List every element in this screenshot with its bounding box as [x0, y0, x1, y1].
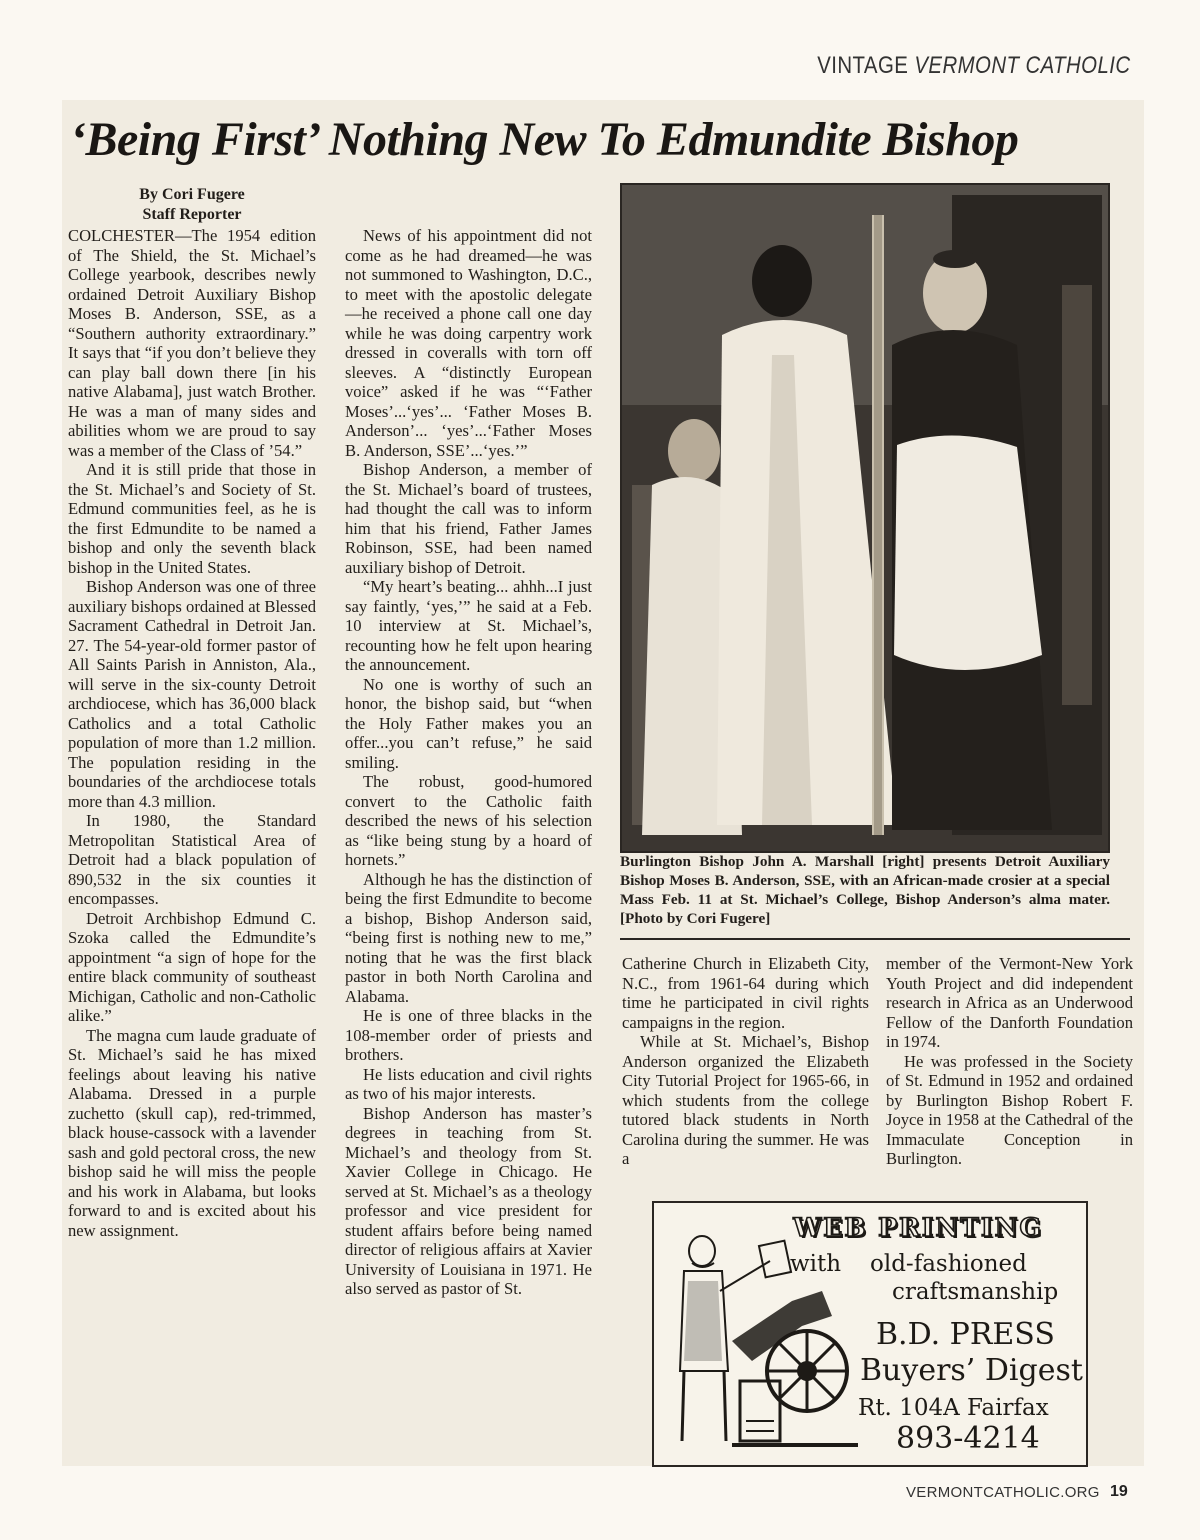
paragraph: He lists education and civil rights as two of his major interests.: [345, 1064, 592, 1103]
photo-caption: Burlington Bishop John A. Marshall [right] presents Detroit Auxiliary Bishop Moses B. Anderson, SSE, with an African-made crosier at a special Mass Feb. 11 at St. Michael’s College, Bishop Anderson’s alma mater. [Photo by Cori Fugere]: [620, 853, 1110, 927]
paragraph: In 1980, the Standard Metropolitan Statistical Area of Detroit had a black population of 890,532 in the six counties it encompasses.: [68, 811, 316, 908]
paragraph: He was professed in the Society of St. Edmund in 1952 and ordained by Burlington Bishop Robert F. Joyce in 1958 at the Cathedral of the Immaculate Conception in Burlington.: [886, 1051, 1133, 1168]
byline-author: By Cori Fugere: [139, 186, 245, 203]
paragraph: No one is worthy of such an honor, the bishop said, but “when the Holy Father makes you an offer...you can’t refuse,” he said smiling.: [345, 674, 592, 772]
paragraph: Bishop Anderson, a member of the St. Michael’s board of trustees, had thought the call was to inform him that his friend, Father James Robinson, SSE, had been named auxiliary bishop of Detroit.: [345, 460, 592, 577]
ad-tagline-2: craftsmanship: [892, 1279, 1059, 1305]
ad-business-name-2: Buyers’ Digest: [860, 1353, 1083, 1388]
advertisement: [652, 1201, 1088, 1467]
paragraph: The magna cum laude graduate of St. Michael’s said he has mixed feelings about leaving his native Alabama. Dressed in a purple zuchetto (skull cap), red-trimmed, black house-cassock with a lavender sash and gold pectoral cross, the new bishop said he will miss the people and his work in Alabama, but looks forward to and is excited about his new assignment.: [68, 1025, 316, 1240]
paragraph: COLCHESTER—The 1954 edition of The Shield, the St. Michael’s College yearbook, describes newly ordained Detroit Auxiliary Bishop Moses B. Anderson, SSE, as a “Southern authority extraordinary.” It says that “if you don’t believe they can play ball down there [in his native Alabama], just watch Brother. He was a man of many sides and abilities whom we are proud to say was a member of the Class of ’54.”: [68, 226, 316, 460]
divider: [620, 938, 1130, 940]
section-label: VINTAGE: [816, 52, 908, 79]
photo-illustration: [622, 185, 1108, 851]
paragraph: Catherine Church in Elizabeth City, N.C., from 1961-64 during which time he participated in civil rights campaigns in the region.: [622, 954, 869, 1032]
news-photo: [620, 183, 1110, 853]
ad-tagline-1: old-fashioned: [870, 1251, 1027, 1277]
paragraph: “My heart’s beating... ahhh...I just say faintly, ‘yes,’” he said at a Feb. 10 interview at St. Michael’s, recounting how he felt upon hearing the announcement.: [345, 577, 592, 674]
ad-with-text: with: [790, 1251, 842, 1277]
footer-url: VERMONTCATHOLIC.ORG: [906, 1484, 1100, 1501]
page-number: 19: [1110, 1483, 1128, 1500]
publication-name: VERMONT CATHOLIC: [913, 52, 1130, 79]
article-column-2: [345, 226, 592, 1299]
paragraph: Detroit Archbishop Edmund C. Szoka called the Edmundite’s appointment “a sign of hope for the entire black community of southeast Michigan, Catholic and non-Catholic alike.”: [68, 908, 316, 1025]
paragraph: While at St. Michael’s, Bishop Anderson organized the Elizabeth City Tutorial Project for 1965-66, in which students from the college tutored black students in North Carolina during the summer. He was a: [622, 1032, 869, 1168]
paragraph: News of his appointment did not come as he had dreamed—he was not summoned to Washington, D.C., to meet with the apostolic delegate—he received a phone call one day while he was doing carpentry work dressed in coveralls with torn off sleeves. A “distinctly European voice” asked if he was “‘Father Moses’...‘yes’... ‘Father Moses B. Anderson’... ‘yes’...‘Father Moses B. Anderson, SSE’...‘yes.’”: [345, 226, 592, 460]
paragraph: The robust, good-humored convert to the Catholic faith described the news of his selection as “like being stung by a hoard of hornets.”: [345, 772, 592, 869]
article-column-3: [622, 954, 869, 1169]
paragraph: And it is still pride that those in the St. Michael’s and Society of St. Edmund communities feel, as he is the first Edmundite to be named a bishop and only the seventh black bishop in the United States.: [68, 460, 316, 577]
ad-business-name: B.D. PRESS: [876, 1317, 1055, 1352]
paragraph: member of the Vermont-New York Youth Project and did independent research in Africa as an Underwood Fellow of the Danforth Foundation in 1974.: [886, 954, 1133, 1051]
paragraph: Bishop Anderson has master’s degrees in teaching from St. Michael’s and theology from St. Xavier College in Chicago. He served at St. Michael’s as a theology professor and vice president for student affairs before being named director of religious affairs at Xavier University of Louisiana in 1971. He also served as pastor of St.: [345, 1103, 592, 1298]
article-column-1: [68, 186, 316, 1240]
ad-address: Rt. 104A Fairfax: [858, 1395, 1049, 1421]
byline-role: Staff Reporter: [142, 206, 242, 223]
article-headline: ‘Being First’ Nothing New To Edmundite Bishop: [70, 113, 1019, 166]
paragraph: Bishop Anderson was one of three auxiliary bishops ordained at Blessed Sacrament Cathedral in Detroit Jan. 27. The 54-year-old former pastor of All Saints Parish in Anniston, Ala., will serve in the six-county Detroit archdiocese, which has 36,000 black Catholics and a total Catholic population of more than 1.2 million. The population residing in the boundaries of the archdiocese totals more than 4.3 million.: [68, 577, 316, 811]
article-column-4: [886, 954, 1133, 1169]
paragraph: He is one of three blacks in the 108-member order of priests and brothers.: [345, 1006, 592, 1064]
section-header: [817, 52, 1130, 80]
ad-phone: 893-4214: [896, 1421, 1040, 1456]
ad-title: WEB PRINTING: [793, 1213, 1043, 1242]
paragraph: Although he has the distinction of being the first Edmundite to become a bishop, Bishop Anderson said, “being first is nothing new to me,” noting that he was the first black pastor in both North Carolina and Alabama.: [345, 869, 592, 1006]
